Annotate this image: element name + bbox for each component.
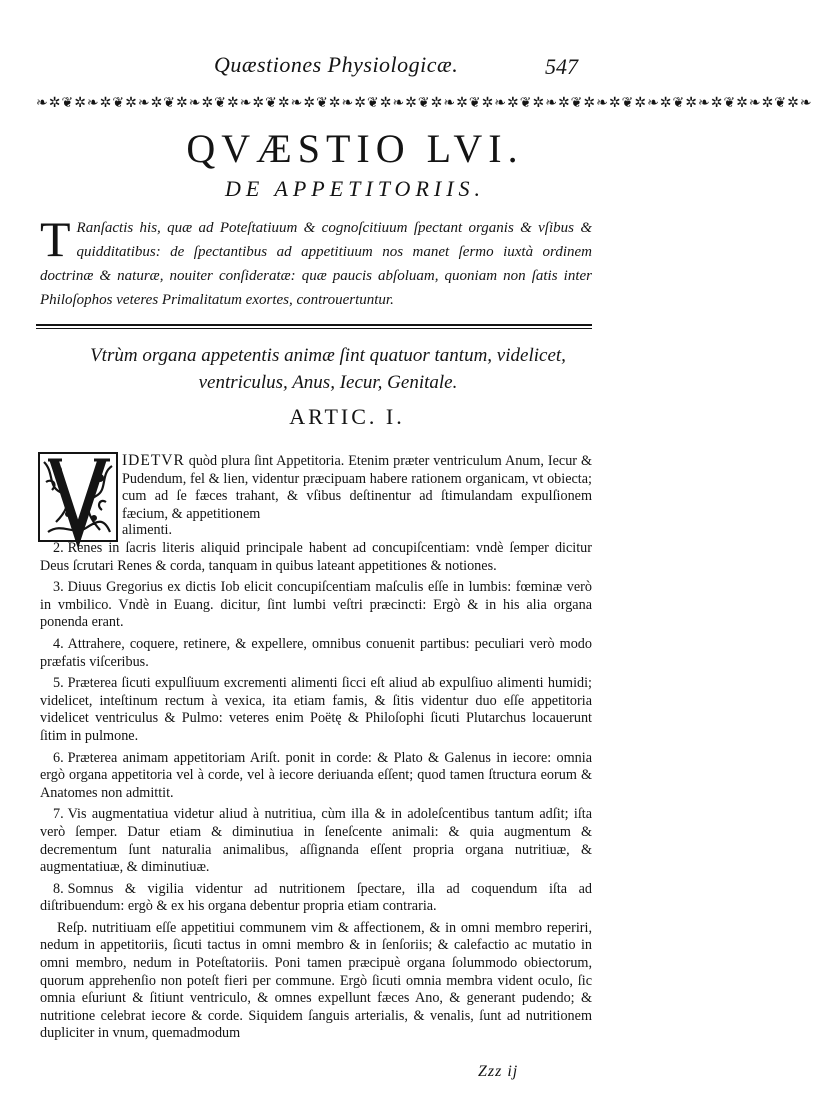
paragraph-2 [40,540,592,575]
paragraph-text: Diuus Gregorius ex dictis Iob elicit concupiſcentiam maſculis eſſe in lumbis: fœminæ verò in vmbilico. Vndè in Euang. dicitur, ſint lumbi veſtri præcincti: Ergò & in his alia organa ponenda erant. [40,579,592,631]
paragraph-number: 3. [53,579,64,596]
running-head [0,52,704,80]
response-paragraph [40,920,592,1043]
lead-first-word: IDETVR [122,452,185,469]
section-rule-top [36,324,592,326]
lead-paragraph [122,452,592,523]
paragraph-number: 5. [53,675,64,692]
paragraph-3 [40,579,592,632]
paragraph-8 [40,881,592,916]
paragraph-6 [40,750,592,803]
paragraph-number: 8. [53,880,64,897]
signature-catchword: Zzz ij [478,1063,519,1080]
article-heading: ARTIC. I. [289,404,405,429]
paragraph-number: 7. [53,806,64,823]
paragraph-5 [40,675,592,745]
paragraph-4 [40,636,592,671]
paragraph-number: 4. [53,635,64,652]
question-subtitle: DE APPETITORIIS. [224,176,486,201]
paragraph-text: Vis augmentatiua videtur aliud à nutritiua, cùm illa & in adoleſcentibus tantum adſit; iſta verò ſemper. Datur etiam & diminutiua in ſeneſcente animali: & quia augmentum & decrementum ſunt naturalia animalibus, aſſignanda eſſent propria organa nutritiuæ, & augmentatiuæ, & diminutiuæ. [40,806,592,876]
intro-paragraph [40,211,592,312]
paragraph-text: Præterea animam appetitoriam Ariſt. ponit in corde: & Plato & Galenus in iecore: omnia ergò organa appetitoria vel à corde, vel à iecore deriuanda eſſent; quod tamen ſtructura eorum & Anatomes non admittit. [40,749,592,801]
paragraph-number: 2. [53,540,64,556]
running-title: Quæstiones Physiologicæ. [214,52,459,77]
lead-continuation-text: alimenti. [122,522,173,538]
ornament-rule: ❧✲❦✲❧✲❦✲❧✲❦✲❧✲❦✲❧✲❦✲❧✲❦✲❧✲❦✲❧✲❦✲❧✲❦✲❧✲❦✲❧✲❦✲❧✲❦✲❧✲❦✲❧✲❦✲❧✲❦✲❧ [36,96,813,111]
paragraph-number: 6. [53,749,64,766]
page-number: 547 [545,54,578,79]
intro-initial: T [40,211,71,267]
lead-continuation [40,522,592,540]
intro-text: Ranſactis his, quæ ad Poteſtatiuum & cognoſcitiuum ſpectant organis & vſibus & quidditatibus: de ſpectantibus ad appetitiuum nos manet ſermo iuxtà ordinem doctrinæ & naturæ, nouiter conſideratæ: quæ paucis abſoluam, quoniam non ſatis inter Philoſophos veteres Primalitatum exortes, controuertuntur. [40,220,592,308]
article-question: Vtrùm organa appetentis animæ ſint quatuor tantum, videlicet, ventriculus, Anus, Iecur, Genitale. [90,345,566,393]
lead-text: quòd plura ſint Appetitoria. Etenim præter ventriculum Anum, Iecur & Pudendum, fel & lien, videntur præcipuam habere rationem organicam, vt obiecta; cum ad ſe fæces trahant, & vſibus deſtinentur ad ſtimulandam expulſionem fæcium, & appetitionem [122,453,592,522]
paragraph-text: Renes in ſacris literis aliquid principale habent ad concupiſcentiam: vndè ſemper dicitur Deus ſcrutari Renes & corda, tanquam in quibus lateant appetitiones & notiones. [40,540,592,574]
paragraph-text: Attrahere, coquere, retinere, & expellere, omnibus conuenit partibus: peculiari verò modo præfatis viſceribus. [40,635,592,670]
paragraph-text: Præterea ſicuti expulſiuum excrementi alimenti ſicci eſt aliud ab expulſiuo alimenti humidi; videlicet, inteſtinum rectum à vexica, ita etiam famis, & ſitis videntur duo eſſe appetitoria videlicet ventriculus & Pulmo: veteres enim Poëtę & Philoſophi ſicuti Plutarchus locauerunt ſitim in pulmone. [40,675,592,744]
section-rule-bottom [36,328,592,329]
question-title: QVÆSTIO LVI. [186,126,524,171]
numbered-paragraphs [40,540,592,1047]
paragraph-text: Reſp. nutritiuam eſſe appetitiui communem vim & affectionem, & in omni membro reperiri, nedum in appetitoriis, ſicuti tactus in omni membro & in ſenſoriis; & calefactio ac mutatio in omni membro, nedum in Poteſtatoriis. Poni tamen præcipuè organa ſolummodo obiectorum, quorum apprehenſio non poteſt fieri per commune. Ergò ſicuti omnia membra vident oculo, ſic omnia eſuriunt & ſitiunt ventriculo, & omnes expellunt fæces Ano, & generant pudendo; & nutritione celebrat iecore & corde. Siquidem ſanguis arterialis, & venalis, ſunt ad nutritionem dupliciter in vnum, quemadmodum [40,919,592,1042]
paragraph-7 [40,806,592,876]
paragraph-text: Somnus & vigilia videntur ad nutritionem ſpectare, illa ad coquendum iſta ad diſtribuendum: ergò & ex his organa debentur propria etiam contraria. [40,880,592,915]
